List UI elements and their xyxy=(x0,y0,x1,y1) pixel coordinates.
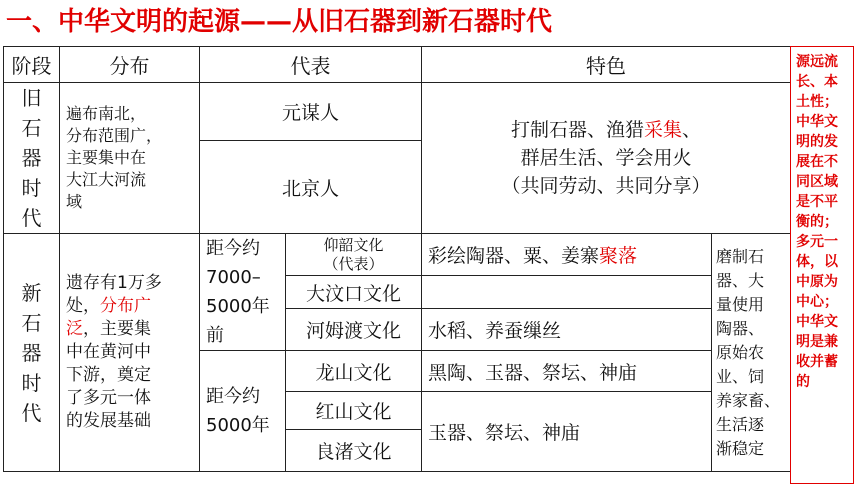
neolithic-distribution: 遗存有1万多 处，分布广 泛，主要集 中在黄河中 下游，奠定 了多元一体 的发展基础 xyxy=(60,234,200,472)
paleolithic-row-1 xyxy=(4,83,791,141)
culture-liangzhu: 良渚文化 xyxy=(286,430,422,472)
paleolithic-stage-cell: 旧 石 器 时 代 xyxy=(4,83,60,234)
era-5000: 距今约 5000年 xyxy=(200,351,286,472)
culture-hongshan: 红山文化 xyxy=(286,392,422,430)
header-row xyxy=(4,47,791,83)
features-hemudu: 水稻、养蚕缫丝 xyxy=(422,309,712,351)
neolithic-stage-cell: 新 石 器 时 代 xyxy=(4,234,60,472)
era-7000-5000: 距今约 7000– 5000年 前 xyxy=(200,234,286,351)
header-stage: 阶段 xyxy=(4,47,60,83)
neolithic-row-1 xyxy=(4,234,791,276)
culture-dawenkou: 大汶口文化 xyxy=(286,276,422,309)
page-title: 一、中华文明的起源——从旧石器到新石器时代 xyxy=(6,7,553,37)
summary-sidebar: 源远流 长、本 土性； 中华文 明的发 展在不 同区域 是不平 衡的； 多元一 体，以 中原为 中心； 中华文 明是兼 收并蓄 的 xyxy=(790,46,854,484)
paleolithic-features: 打制石器、渔猎采集、 群居生活、学会用火 （共同劳动、共同分享） xyxy=(422,83,791,234)
features-dawenkou-empty xyxy=(422,276,712,309)
features-hongshan-liangzhu: 玉器、祭坛、神庙 xyxy=(422,392,712,472)
features-yangshao: 彩绘陶器、粟、姜寨聚落 xyxy=(422,234,712,276)
civilization-table xyxy=(3,46,791,472)
culture-longshan: 龙山文化 xyxy=(286,351,422,392)
header-features: 特色 xyxy=(422,47,791,83)
rep-yuanmou: 元谋人 xyxy=(200,83,422,141)
features-longshan: 黑陶、玉器、祭坛、神庙 xyxy=(422,351,712,392)
header-representative: 代表 xyxy=(200,47,422,83)
header-distribution: 分布 xyxy=(60,47,200,83)
paleolithic-distribution: 遍布南北， 分布范围广， 主要集中在 大江大河流 域 xyxy=(60,83,200,234)
rep-peking-man: 北京人 xyxy=(200,141,422,234)
culture-hemudu: 河姆渡文化 xyxy=(286,309,422,351)
culture-yangshao: 仰韶文化 （代表） xyxy=(286,234,422,276)
neolithic-tech-cell: 磨制石 器、大 量使用 陶器、 原始农 业、饲 养家畜、 生活逐 渐稳定 xyxy=(712,234,791,472)
